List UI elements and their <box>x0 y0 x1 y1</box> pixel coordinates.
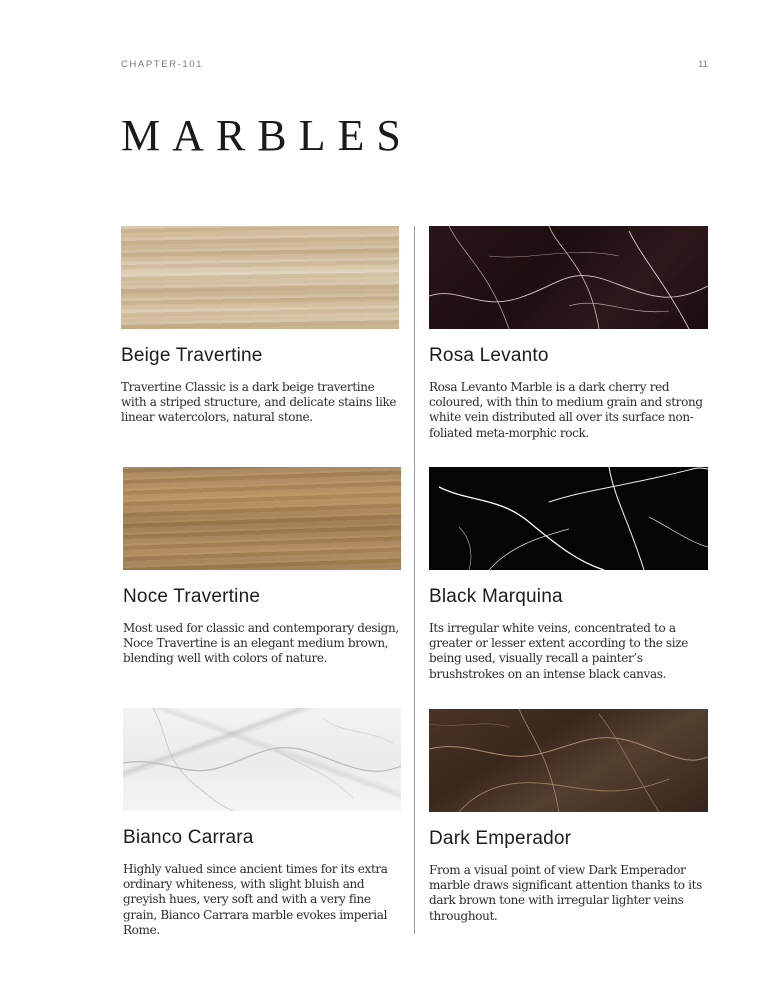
stone-description: Highly valued since ancient times for its extra ordinary whiteness, with slight bluish and greyish hues, very soft and with a very fine grain, Bianco Carrara marble evokes imperial Rome. <box>123 862 388 937</box>
stone-name: Noce Travertine <box>123 586 261 607</box>
stone-description: Rosa Levanto Marble is a dark cherry red coloured, with thin to medium grain and strong white vein distributed all over its surface non-foliated meta-morphic rock. <box>429 380 703 440</box>
stone-card-noce-travertine <box>123 467 401 667</box>
stone-description: From a visual point of view Dark Emperador marble draws significant attention thanks to its dark brown tone with irregular lighter veins throughout. <box>429 863 702 923</box>
stone-name: Bianco Carrara <box>123 827 254 848</box>
chapter-label: CHAPTER-101 <box>121 59 204 70</box>
page-title: MARBLES <box>121 111 413 160</box>
stone-description: Travertine Classic is a dark beige travertine with a striped structure, and delicate stains like linear watercolors, natural stone. <box>121 380 397 425</box>
stone-card-beige-travertine <box>121 226 399 426</box>
black-marquina-image <box>429 467 708 570</box>
stone-name: Rosa Levanto <box>429 345 549 366</box>
stone-description: Most used for classic and contemporary design, Noce Travertine is an elegant medium brown, blending well with colors of nature. <box>123 621 399 666</box>
column-divider <box>414 226 415 934</box>
stone-name: Black Marquina <box>429 586 563 607</box>
stone-card-dark-emperador <box>429 709 708 924</box>
stone-name: Beige Travertine <box>121 345 263 366</box>
noce-travertine-image <box>123 467 401 570</box>
bianco-carrara-image <box>123 708 401 811</box>
rosa-levanto-image <box>429 226 708 329</box>
stone-name: Dark Emperador <box>429 828 572 849</box>
stone-card-rosa-levanto <box>429 226 708 441</box>
page-number: 11 <box>698 59 708 70</box>
stone-card-black-marquina <box>429 467 708 682</box>
beige-travertine-image <box>121 226 399 329</box>
stone-card-bianco-carrara <box>123 708 401 938</box>
stone-description: Its irregular white veins, concentrated to a greater or lesser extent according to the size being used, visually recall a painter’s brushstrokes on an intense black canvas. <box>429 621 688 681</box>
dark-emperador-image <box>429 709 708 812</box>
